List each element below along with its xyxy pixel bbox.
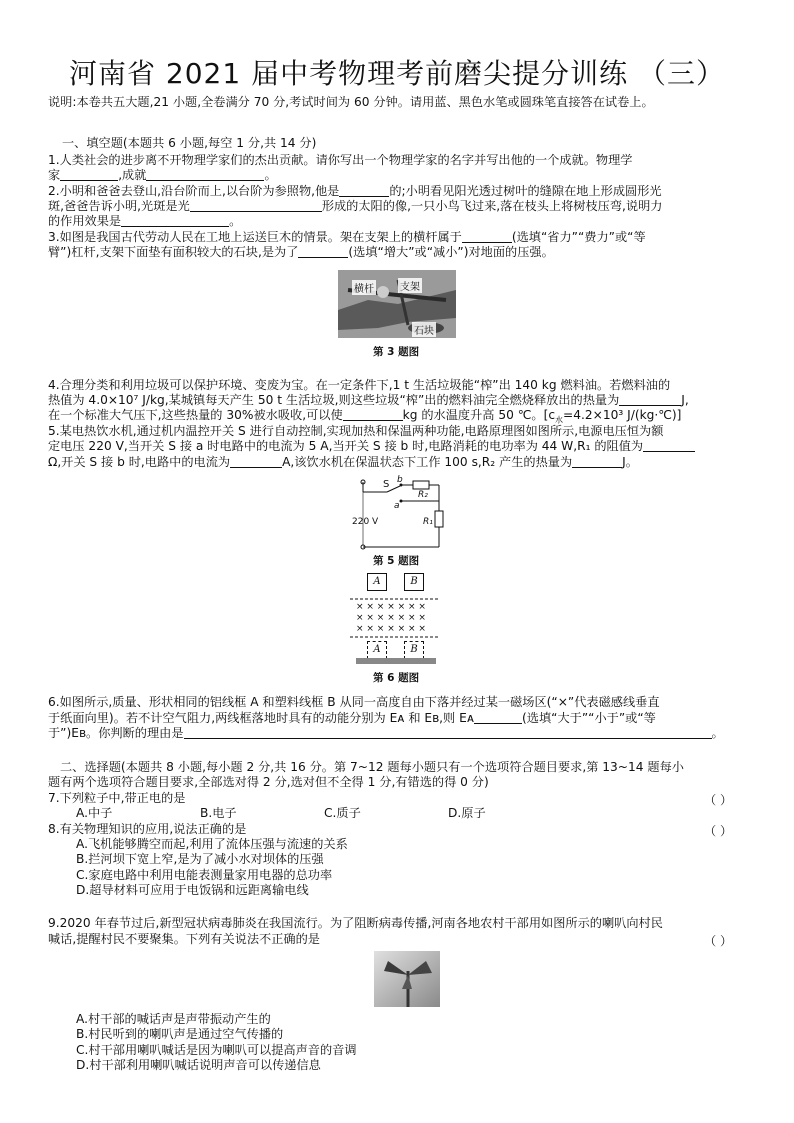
q7-answer-paren[interactable]: （ ） <box>704 793 733 807</box>
q8-option-c[interactable]: C.家庭电路中利用电能表测量家用电器的总功率 <box>76 868 333 882</box>
fig6-field-row-1: × × × × × × × <box>356 602 426 612</box>
q3-blank-pressure[interactable] <box>298 245 348 258</box>
section1-heading: 一、填空题(本题共 6 小题,每空 1 分,共 14 分) <box>62 136 317 150</box>
q1-line2: 家 ,成就 。 <box>48 168 277 182</box>
q8-option-a[interactable]: A.飞机能够腾空而起,利用了流体压强与流速的关系 <box>76 837 348 851</box>
q5-line3: Ω,开关 S 接 b 时,电路中的电流为 A,该饮水机在保温状态下工作 100 s,R₂ 产生的热量为 J。 <box>48 455 638 469</box>
exam-instructions: 说明:本卷共五大题,21 小题,全卷满分 70 分,考试时间为 60 分钟。请用蓝、黑色水笔或圆珠笔直接答在试卷上。 <box>48 95 654 109</box>
q7-options <box>76 806 776 821</box>
q9-answer-paren[interactable]: （ ） <box>704 934 733 948</box>
q6-blank-compare[interactable] <box>474 711 522 724</box>
q7-option-c[interactable]: C.质子 <box>324 806 361 820</box>
q2-line3: 的作用效果是 。 <box>48 214 242 228</box>
section2-heading-line2: 题有两个选项符合题目要求,全部选对得 2 分,选对但不全得 1 分,有错选的得 0 分) <box>48 775 489 789</box>
q2-blank-motion[interactable] <box>339 184 389 197</box>
q1-blank-physicist[interactable] <box>60 168 118 181</box>
fig3-caption: 第 3 题图 <box>373 346 420 358</box>
q9-stem-line1: 9.2020 年春节过后,新型冠状病毒肺炎在我国流行。为了阻断病毒传播,河南各地农村干部用如图所示的喇叭向村民 <box>48 916 663 930</box>
q8-answer-paren[interactable]: （ ） <box>704 824 733 838</box>
fig6-caption: 第 6 题图 <box>373 672 420 684</box>
q4-blank-heat[interactable] <box>619 393 681 406</box>
q8-option-b[interactable]: B.拦河坝下宽上窄,是为了减小水对坝体的压强 <box>76 852 324 866</box>
q7-option-b[interactable]: B.电子 <box>200 806 237 820</box>
fig5-circuit-diagram <box>345 476 455 552</box>
q4-blank-mass[interactable] <box>343 408 403 421</box>
q2-line1: 2.小明和爸爸去登山,沿台阶而上,以台阶为参照物,他是 的;小明看见阳光透过树叶的缝隙在地上形成圆形光 <box>48 184 662 198</box>
fig5-resistor-r1 <box>435 511 443 527</box>
q5-line1: 5.某电热饮水机,通过机内温控开关 S 进行自动控制,实现加热和保温两种功能,电路原理图如图所示,电源电压恒为额 <box>48 424 664 438</box>
q7-stem: 7.下列粒子中,带正电的是 <box>48 791 186 805</box>
q9-stem-line2: 喊话,提醒村民不要聚集。下列有关说法不正确的是 <box>48 932 320 946</box>
q2-blank-light[interactable] <box>190 199 322 212</box>
q5-blank-r1[interactable] <box>643 439 695 452</box>
q9-option-c[interactable]: C.村干部用喇叭喊话是因为喇叭可以提高声音的音调 <box>76 1043 357 1057</box>
q6-line2: 于纸面向里)。若不计空气阻力,两线框落地时具有的动能分别为 Eᴀ 和 Eʙ,则 Eᴀ (选填“大于”“小于”或“等 <box>48 711 656 725</box>
fig5-label-r1: R₁ <box>423 517 433 527</box>
q1-line1: 1.人类社会的进步离不开物理学家们的杰出贡献。请你写出一个物理学家的名字并写出他的一个成就。物理学 <box>48 153 633 167</box>
fig5-resistor-r2 <box>413 481 429 489</box>
q4-line3: 在一个标准大气压下,这些热量的 30%被水吸收,可以使 kg 的水温度升高 50 ℃。[$c_水=4.2\times 10^3$ J/(kg·℃)] <box>48 408 682 425</box>
fig6-frame-b-top: B <box>404 573 424 591</box>
fig6-field-row-3: × × × × × × × <box>356 624 426 634</box>
fig3-photo <box>338 270 456 338</box>
q9-option-a[interactable]: A.村干部的喊话声是声带振动产生的 <box>76 1012 271 1026</box>
exam-title: 河南省 2021 届中考物理考前磨尖提分训练 （三） <box>69 57 725 90</box>
q6-blank-reason[interactable] <box>184 726 712 739</box>
fig5-label-voltage: 220 V <box>352 517 379 527</box>
q4-line2: 热值为 4.0×10⁷ J/kg,某城镇每天产生 50 t 生活垃圾,则这些垃圾“榨”出的燃料油完全燃烧释放出的热量为 J, <box>48 393 689 407</box>
fig6-frame-a-bottom: A <box>367 641 387 659</box>
fig6-field-row-2: × × × × × × × <box>356 613 426 623</box>
q5-blank-current[interactable] <box>230 455 282 468</box>
q4-line1: 4.合理分类和利用垃圾可以保护环境、变废为宝。在一定条件下,1 t 生活垃圾能“榨”出 140 kg 燃料油。若燃料油的 <box>48 378 671 392</box>
q9-option-b[interactable]: B.村民听到的喇叭声是通过空气传播的 <box>76 1027 284 1041</box>
q2-line2: 斑,爸爸告诉小明,光斑是光 形成的太阳的像,一只小鸟飞过来,落在枝头上将树枝压弯,说明力 <box>48 199 663 213</box>
q5-line2: 定电压 220 V,当开关 S 接 a 时电路中的电流为 5 A,当开关 S 接 b 时,电路消耗的电功率为 44 W,R₁ 的阻值为 <box>48 439 748 454</box>
q6-line1: 6.如图所示,质量、形状相同的铝线框 A 和塑料线框 B 从同一高度自由下落并经过某一磁场区(“×”代表磁感线垂直 <box>48 695 660 709</box>
fig3-label-stone: 石块 <box>412 322 436 337</box>
fig6-ground <box>356 658 436 666</box>
q1-blank-achievement[interactable] <box>146 168 264 181</box>
q8-option-d[interactable]: D.超导材料可应用于电饭锅和远距离输电线 <box>76 883 309 897</box>
q6-line3: 于”)Eʙ。你判断的理由是 。 <box>48 726 724 740</box>
q7-option-a[interactable]: A.中子 <box>76 806 113 820</box>
q9-option-d[interactable]: D.村干部利用喇叭喊话说明声音可以传递信息 <box>76 1058 321 1072</box>
q3-blank-lever[interactable] <box>462 230 512 243</box>
q5-blank-heat[interactable] <box>572 455 622 468</box>
q3-line1: 3.如图是我国古代劳动人民在工地上运送巨木的情景。架在支架上的横杆属于 (选填“省力”“费力”或“等 <box>48 230 646 244</box>
q7-option-d[interactable]: D.原子 <box>448 806 486 820</box>
fig6-frame-a-top: A <box>367 573 387 591</box>
q3-line2: 臂”)杠杆,支架下面垫有面积较大的石块,是为了 (选填“增大”或“减小”)对地面的压强。 <box>48 245 554 259</box>
fig5-caption: 第 5 题图 <box>373 555 420 567</box>
fig9-loudspeaker-photo <box>374 951 440 1007</box>
q8-stem: 8.有关物理知识的应用,说法正确的是 <box>48 822 247 836</box>
fig5-label-b: b <box>397 475 403 485</box>
section2-heading-line1: 二、选择题(本题共 8 小题,每小题 2 分,共 16 分。第 7~12 题每小题只有一个选项符合题目要求,第 13~14 题每小 <box>60 760 684 774</box>
fig5-label-r2: R₂ <box>418 490 428 500</box>
fig3-label-support: 支架 <box>398 278 422 293</box>
fig5-label-a: a <box>394 501 400 511</box>
fig6-frame-b-bottom: B <box>404 641 424 659</box>
fig3-label-crossbar: 横杆 <box>352 280 376 295</box>
fig5-label-s: S <box>383 479 390 490</box>
q2-blank-force[interactable] <box>121 214 229 227</box>
